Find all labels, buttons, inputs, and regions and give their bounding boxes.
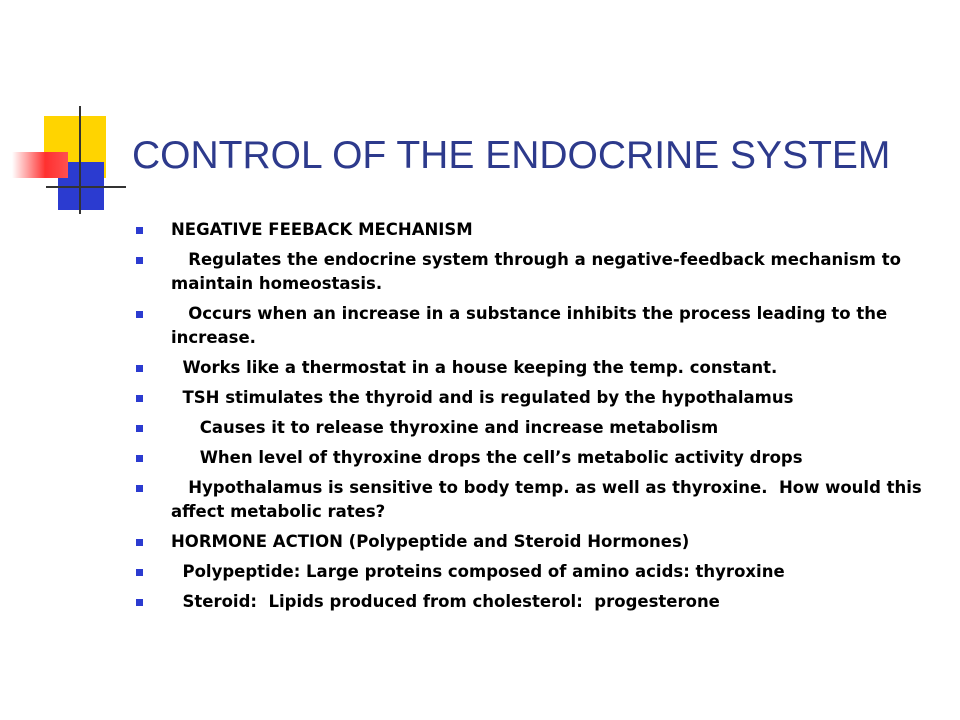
horizontal-line (46, 186, 126, 188)
bullet-item: Steroid: Lipids produced from cholesterol: progesterone (136, 590, 936, 614)
square-bullet-icon (136, 599, 143, 606)
slide-title: CONTROL OF THE ENDOCRINE SYSTEM (132, 134, 891, 177)
bullet-item: Hypothalamus is sensitive to body temp. as well as thyroxine. How would this affect metabolic rates? (136, 476, 936, 524)
bullet-item: Regulates the endocrine system through a negative-feedback mechanism to maintain homeostasis. (136, 248, 936, 296)
square-bullet-icon (136, 227, 143, 234)
bullet-list (136, 218, 936, 620)
bullet-item: Works like a thermostat in a house keeping the temp. constant. (136, 356, 936, 380)
red-bar (12, 152, 68, 178)
square-bullet-icon (136, 569, 143, 576)
square-bullet-icon (136, 311, 143, 318)
square-bullet-icon (136, 455, 143, 462)
bullet-item: HORMONE ACTION (Polypeptide and Steroid Hormones) (136, 530, 936, 554)
square-bullet-icon (136, 539, 143, 546)
bullet-item: NEGATIVE FEEBACK MECHANISM (136, 218, 936, 242)
vertical-line (79, 106, 81, 214)
bullet-item: TSH stimulates the thyroid and is regulated by the hypothalamus (136, 386, 936, 410)
square-bullet-icon (136, 257, 143, 264)
decorative-squares-graphic (0, 0, 130, 230)
square-bullet-icon (136, 395, 143, 402)
square-bullet-icon (136, 365, 143, 372)
square-bullet-icon (136, 425, 143, 432)
square-bullet-icon (136, 485, 143, 492)
bullet-item: When level of thyroxine drops the cell’s metabolic activity drops (136, 446, 936, 470)
bullet-item: Causes it to release thyroxine and increase metabolism (136, 416, 936, 440)
bullet-item: Polypeptide: Large proteins composed of amino acids: thyroxine (136, 560, 936, 584)
bullet-item: Occurs when an increase in a substance inhibits the process leading to the increase. (136, 302, 936, 350)
